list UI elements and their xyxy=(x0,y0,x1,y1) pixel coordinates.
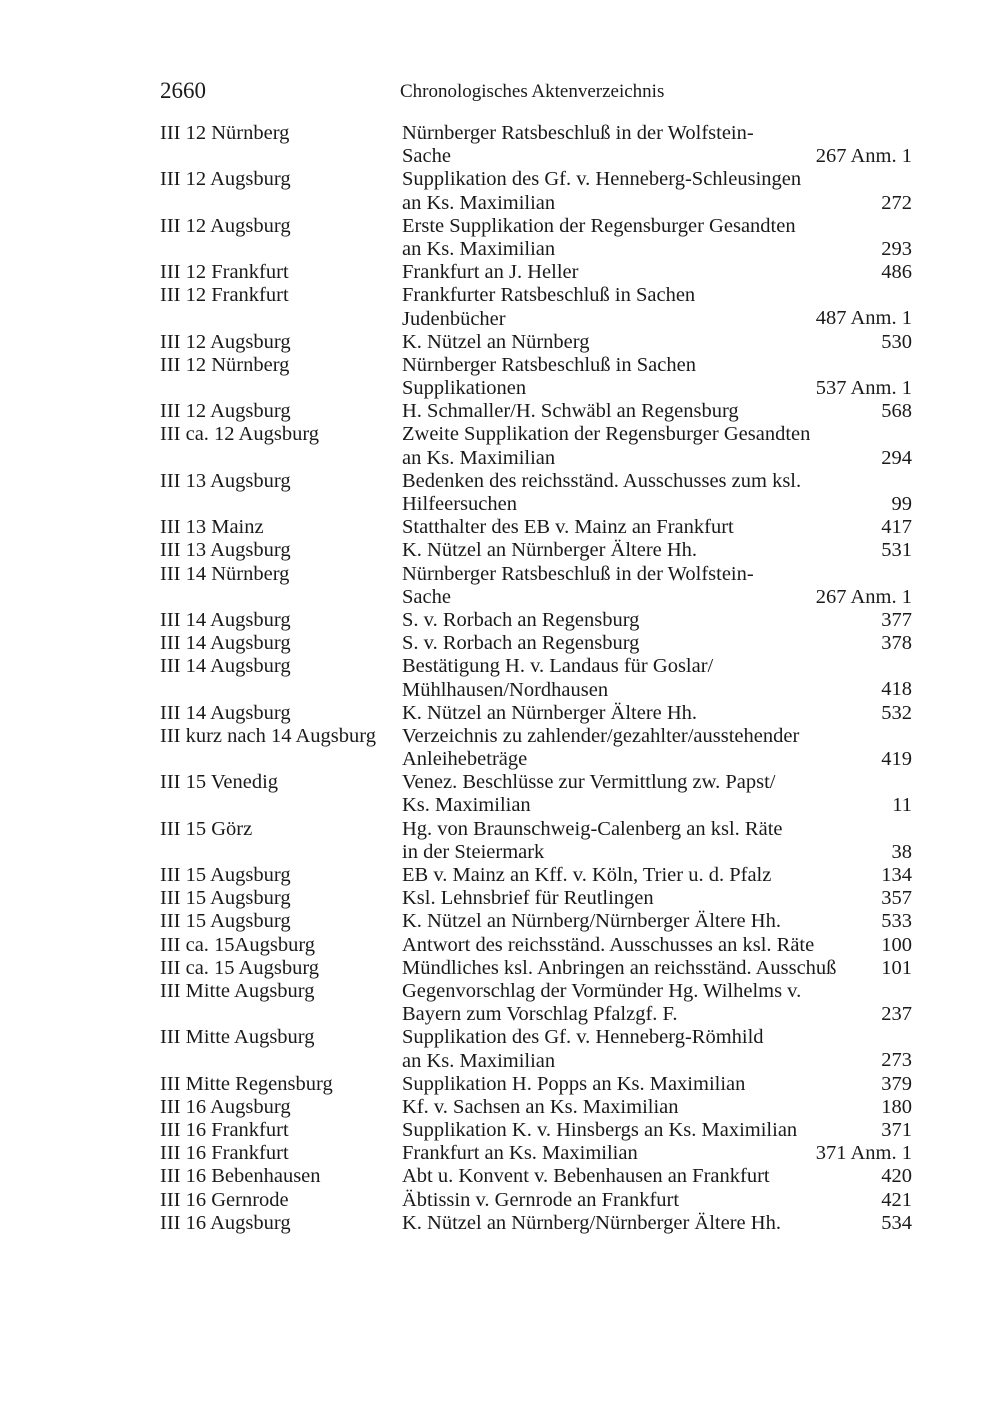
entry-page-reference: 11 xyxy=(892,794,912,817)
entry-description-line: Gegenvorschlag der Vormünder Hg. Wilhelms v. xyxy=(402,979,802,1002)
entry-description-line: Supplikation des Gf. v. Henneberg-Römhild xyxy=(402,1026,764,1049)
entry-page-reference: 537 Anm. 1 xyxy=(815,377,912,400)
entry-description-line: Frankfurt an J. Heller xyxy=(402,261,579,284)
index-entry xyxy=(160,1189,912,1212)
entry-date: III 16 Frankfurt xyxy=(160,1142,289,1165)
entry-description-line: an Ks. Maximilian xyxy=(402,237,556,260)
entry-description-line: S. v. Rorbach an Regensburg xyxy=(402,608,640,631)
index-entry xyxy=(160,1073,912,1096)
entry-date: III 14 Augsburg xyxy=(160,608,291,631)
entry-description-line: EB v. Mainz an Kff. v. Köln, Trier u. d. Pfalz xyxy=(402,864,772,886)
index-entry xyxy=(160,1212,912,1235)
entry-date: III 13 Mainz xyxy=(160,516,264,539)
entry-description-line: Nürnberger Ratsbeschluß in der Wolfstein- xyxy=(402,122,754,144)
entry-page-reference: 421 xyxy=(881,1188,912,1211)
index-entry xyxy=(160,632,912,655)
entry-page-reference: 273 xyxy=(881,1049,912,1072)
index-entry xyxy=(160,261,912,284)
index-entry xyxy=(160,331,912,354)
entry-date: III 12 Nürnberg xyxy=(160,353,290,376)
entry-description xyxy=(402,1165,912,1188)
entry-description-line: Verzeichnis zu zahlender/gezahlter/ausstehender xyxy=(402,724,800,747)
index-entry xyxy=(160,516,912,539)
entry-date: III Mitte Augsburg xyxy=(160,979,315,1002)
entry-description xyxy=(402,261,912,284)
entry-page-reference: 530 xyxy=(881,330,912,353)
entry-description-line: Frankfurter Ratsbeschluß in Sachen xyxy=(402,284,696,307)
index-entry xyxy=(160,1165,912,1188)
entry-page-reference: 371 xyxy=(881,1119,912,1142)
entry-date: III 14 Augsburg xyxy=(160,701,291,724)
entry-date: III 12 Augsburg xyxy=(160,214,291,237)
index-entry xyxy=(160,539,912,562)
entry-page-reference: 294 xyxy=(881,446,912,469)
index-entry xyxy=(160,1026,912,1072)
entry-description-line: Supplikationen xyxy=(402,377,527,400)
entry-page-reference: 134 xyxy=(881,863,912,886)
entry-page-reference: 534 xyxy=(881,1211,912,1234)
entry-page-reference: 237 xyxy=(881,1003,912,1026)
entry-description xyxy=(402,1119,912,1142)
entry-page-reference: 377 xyxy=(881,608,912,631)
entry-date: III 16 Augsburg xyxy=(160,1095,291,1118)
entry-description-line: Äbtissin v. Gernrode an Frankfurt xyxy=(402,1188,680,1211)
entry-page-reference: 568 xyxy=(881,400,912,423)
entry-description xyxy=(402,771,912,817)
index-entry xyxy=(160,609,912,632)
entry-page-reference: 100 xyxy=(881,933,912,956)
entry-description-line: H. Schmaller/H. Schwäbl an Regensburg xyxy=(402,400,739,423)
entry-date: III 15 Venedig xyxy=(160,771,279,794)
entry-page-reference: 378 xyxy=(881,632,912,655)
entry-description-line: Supplikation des Gf. v. Henneberg-Schleusingen xyxy=(402,168,802,191)
index-entry xyxy=(160,1096,912,1119)
entry-page-reference: 486 xyxy=(881,261,912,284)
index-entry xyxy=(160,655,912,701)
entry-description-line: an Ks. Maximilian xyxy=(402,1049,556,1072)
entry-page-reference: 357 xyxy=(881,887,912,910)
entry-description-line: Nürnberger Ratsbeschluß in Sachen xyxy=(402,353,696,376)
entry-description xyxy=(402,957,912,980)
entry-date: III 12 Augsburg xyxy=(160,168,291,191)
entry-description-line: Hg. von Braunschweig-Calenberg an ksl. Räte xyxy=(402,817,783,840)
entry-date: III ca. 15Augsburg xyxy=(160,933,316,956)
entry-description-line: Sache xyxy=(402,145,451,168)
entry-description-line: Sache xyxy=(402,585,451,608)
index-entry xyxy=(160,864,912,887)
entry-description-line: Kf. v. Sachsen an Ks. Maximilian xyxy=(402,1095,679,1118)
entry-description-line: Supplikation H. Popps an Ks. Maximilian xyxy=(402,1072,746,1095)
entry-description-line: Frankfurt an Ks. Maximilian xyxy=(402,1142,638,1165)
entry-description-line: Erste Supplikation der Regensburger Gesandten xyxy=(402,214,796,237)
index-entry xyxy=(160,215,912,261)
index-entry xyxy=(160,168,912,214)
entry-page-reference: 531 xyxy=(881,539,912,562)
entry-description-line: Mühlhausen/Nordhausen xyxy=(402,678,609,701)
entry-description-line: K. Nützel an Nürnberg/Nürnberger Ältere Hh. xyxy=(402,1211,781,1234)
entry-date: III 16 Gernrode xyxy=(160,1188,289,1211)
entry-page-reference: 371 Anm. 1 xyxy=(815,1142,912,1165)
entry-date: III 12 Augsburg xyxy=(160,330,291,353)
entry-description-line: Anleihebeträge xyxy=(402,748,528,771)
entry-description-line: Hilfeersuchen xyxy=(402,493,517,515)
entry-description-line: Supplikation K. v. Hinsbergs an Ks. Maximilian xyxy=(402,1119,798,1142)
entry-date: III 14 Nürnberg xyxy=(160,562,290,585)
entry-description xyxy=(402,331,912,354)
entry-date: III 12 Nürnberg xyxy=(160,122,290,144)
entry-description xyxy=(402,887,912,910)
entry-description-line: Judenbücher xyxy=(402,307,506,330)
entry-date: III 14 Augsburg xyxy=(160,655,291,678)
entry-date: III Mitte Augsburg xyxy=(160,1026,315,1049)
entry-description xyxy=(402,910,912,933)
entry-description-line: Abt u. Konvent v. Bebenhausen an Frankfurt xyxy=(402,1165,770,1188)
entry-date: III 16 Bebenhausen xyxy=(160,1165,321,1188)
entry-description-line: Ksl. Lehnsbrief für Reutlingen xyxy=(402,887,654,910)
index-entry xyxy=(160,887,912,910)
entry-description-line: an Ks. Maximilian xyxy=(402,191,556,214)
entry-description xyxy=(402,702,912,725)
entry-description xyxy=(402,400,912,423)
entry-page-reference: 101 xyxy=(881,956,912,979)
entry-date: III kurz nach 14 Augsburg xyxy=(160,724,376,747)
entry-date: III 12 Augsburg xyxy=(160,400,291,423)
entry-date: III Mitte Regensburg xyxy=(160,1072,333,1095)
entry-description xyxy=(402,1073,912,1096)
index-entry xyxy=(160,354,912,400)
index-entry xyxy=(160,563,912,609)
page-header xyxy=(160,76,912,108)
entry-description-line: Nürnberger Ratsbeschluß in der Wolfstein- xyxy=(402,562,754,585)
entry-page-reference: 419 xyxy=(881,748,912,771)
index-entry xyxy=(160,910,912,933)
entry-description xyxy=(402,632,912,655)
entry-description xyxy=(402,215,912,261)
entry-description xyxy=(402,864,912,887)
index-entry xyxy=(160,1119,912,1142)
entry-description xyxy=(402,539,912,562)
entry-page-reference: 420 xyxy=(881,1165,912,1188)
entry-description-line: Statthalter des EB v. Mainz an Frankfurt xyxy=(402,516,734,539)
index-entry xyxy=(160,400,912,423)
index-entry xyxy=(160,470,912,516)
entry-description-line: an Ks. Maximilian xyxy=(402,446,556,469)
entry-page-reference: 487 Anm. 1 xyxy=(815,307,912,330)
entry-page-reference: 267 Anm. 1 xyxy=(815,585,912,608)
entry-page-reference: 272 xyxy=(881,191,912,214)
entry-date: III 13 Augsburg xyxy=(160,539,291,562)
entry-description-line: K. Nützel an Nürnberger Ältere Hh. xyxy=(402,539,698,562)
entry-description-line: S. v. Rorbach an Regensburg xyxy=(402,632,640,655)
entry-description xyxy=(402,1212,912,1235)
entry-description xyxy=(402,470,912,516)
entry-page-reference: 532 xyxy=(881,701,912,724)
index-entry xyxy=(160,122,912,168)
entry-description xyxy=(402,423,912,469)
entry-description-line: Zweite Supplikation der Regensburger Gesandten xyxy=(402,423,811,446)
entry-date: III 15 Augsburg xyxy=(160,910,291,933)
entry-page-reference: 417 xyxy=(881,516,912,539)
index-entry xyxy=(160,284,912,330)
index-entry xyxy=(160,423,912,469)
index-entry xyxy=(160,818,912,864)
entry-page-reference: 379 xyxy=(881,1072,912,1095)
index-entry xyxy=(160,957,912,980)
entry-date: III ca. 15 Augsburg xyxy=(160,956,320,979)
entry-description-line: Venez. Beschlüsse zur Vermittlung zw. Papst/ xyxy=(402,771,776,794)
entry-description-line: Bedenken des reichsständ. Ausschusses zum ksl. xyxy=(402,469,802,492)
entry-date: III 15 Görz xyxy=(160,817,253,840)
entry-date: III 16 Augsburg xyxy=(160,1211,291,1234)
entry-description xyxy=(402,516,912,539)
entry-description-line: Bayern zum Vorschlag Pfalzgf. F. xyxy=(402,1003,678,1026)
entry-date: III 13 Augsburg xyxy=(160,469,291,492)
index-entry xyxy=(160,725,912,771)
entry-date: III 16 Frankfurt xyxy=(160,1119,289,1142)
entry-page-reference: 38 xyxy=(891,840,912,863)
entry-description-line: Antwort des reichsständ. Ausschusses an ksl. Räte xyxy=(402,933,815,956)
running-title: Chronologisches Aktenverzeichnis xyxy=(400,81,665,102)
entry-date: III 15 Augsburg xyxy=(160,887,291,910)
entry-description xyxy=(402,609,912,632)
entry-description xyxy=(402,934,912,957)
entry-description xyxy=(402,1096,912,1119)
entry-date: III 14 Augsburg xyxy=(160,632,291,655)
entry-description xyxy=(402,980,912,1026)
entry-description-line: Mündliches ksl. Anbringen an reichsständ. Ausschuß xyxy=(402,956,837,979)
entry-description-line: Ks. Maximilian xyxy=(402,794,531,817)
entry-description xyxy=(402,1189,912,1212)
entry-description-line: K. Nützel an Nürnberg xyxy=(402,330,590,353)
index-entry xyxy=(160,980,912,1026)
entry-page-reference: 293 xyxy=(881,237,912,260)
entry-description-line: Bestätigung H. v. Landaus für Goslar/ xyxy=(402,655,714,678)
entry-description xyxy=(402,655,912,701)
entry-page-reference: 533 xyxy=(881,910,912,933)
entry-description-line: K. Nützel an Nürnberger Ältere Hh. xyxy=(402,701,698,724)
index-entry xyxy=(160,1142,912,1165)
entry-description-line: in der Steiermark xyxy=(402,840,545,863)
entry-date: III 12 Frankfurt xyxy=(160,284,289,307)
entry-description xyxy=(402,168,912,214)
chronological-index xyxy=(160,122,912,1235)
index-entry xyxy=(160,934,912,957)
entry-description xyxy=(402,1026,912,1072)
entry-date: III ca. 12 Augsburg xyxy=(160,423,320,446)
entry-description xyxy=(402,818,912,864)
entry-date: III 15 Augsburg xyxy=(160,864,291,886)
page-number: 2660 xyxy=(160,78,206,103)
index-entry xyxy=(160,771,912,817)
index-entry xyxy=(160,702,912,725)
entry-page-reference: 99 xyxy=(891,492,912,515)
entry-date: III 12 Frankfurt xyxy=(160,261,289,284)
entry-description xyxy=(402,725,912,771)
entry-page-reference: 267 Anm. 1 xyxy=(815,145,912,168)
entry-page-reference: 418 xyxy=(881,678,912,701)
entry-page-reference: 180 xyxy=(881,1095,912,1118)
entry-description-line: K. Nützel an Nürnberg/Nürnberger Ältere Hh. xyxy=(402,910,781,933)
